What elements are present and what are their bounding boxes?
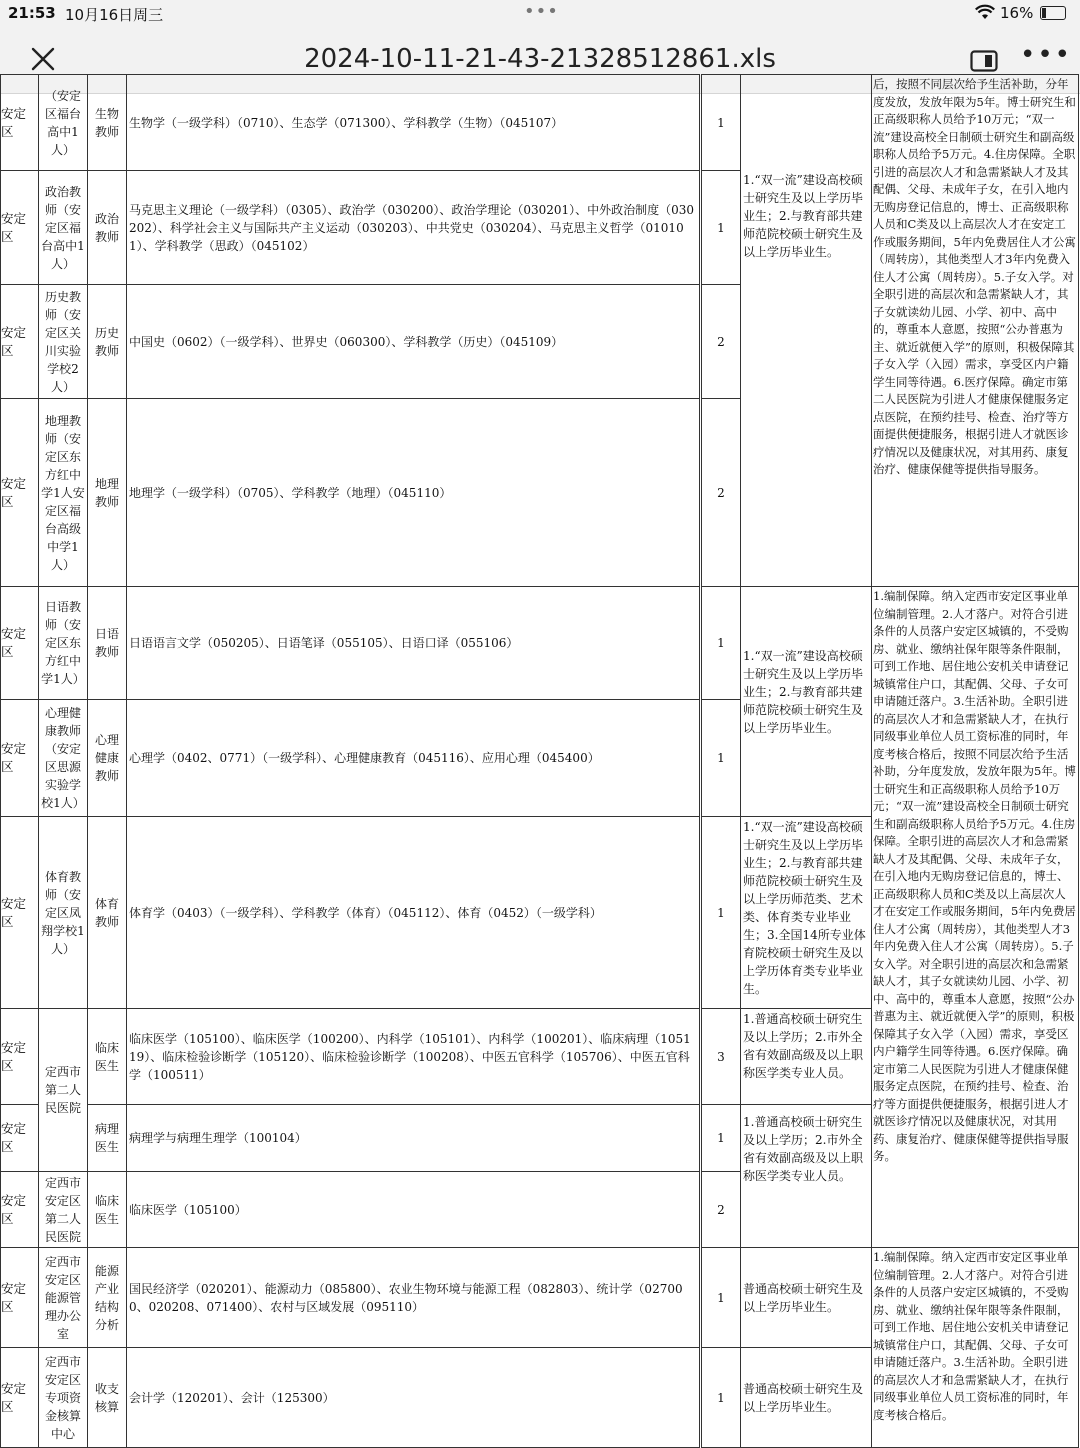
benefits-cell[interactable]: 1.编制保障。纳入定西市安定区事业单位编制管理。2.人才落户。对符合引进条件的人员落户安定区城镇的，不受购房、就业、缴纳社保年限等条件限制，可到工作地、居住地公安机关申请登记城镇常住户口，其配偶、父母、子女可申请随迁落户。3.生活补助。全职引进的高层次人才和急需紧缺人才，在执行同级事业单位人员工资标准的同时，年度考核合格后，按照不同层次给予生活补助，分年度发放，发放年限为5年。博士研究生和正高级职称人员给予10万元；“双一流”建设高校全日制硕士研究生和副高级职称人员给予5万元。4.住房保障。全职引进的高层次人才和急需紧缺人才及其配偶、父母、未成年子女，在引入地内无购房登记信息的，博士、正高级职称人员和C类及以上高层次人才在安定工作或服务期间，5年内免费居住人才公寓（周转房），其他类型人才3年内免费入住人才公寓（周转房）。5.子女入学。对全职引进的高层次和急需紧缺人才，其子女就读幼儿园、小学、初中、高中的，尊重本人意愿，按照“公办普惠为主、就近就便入学”的原则，积极保障其子女入学（入园）需求，享受区内户籍学生同等待遇。6.医疗保障。确定市第二人民医院为引进人才健康保健服务定点医院，在预约挂号、检查、治疗等方面提供便捷服务，根据引进人才就医诊疗情况以及健康状况，对其用药、康复治疗、健康保健等提供指导服务。 [872, 587, 1079, 1248]
count-cell[interactable]: 1 [701, 1105, 741, 1172]
requirements-cell[interactable]: 1.“双一流”建设高校硕士研究生及以上学历毕业生；2.与教育部共建师范院校硕士研究生及以上学历毕业生。 [741, 587, 872, 817]
majors-cell[interactable]: 病理学与病理生理学（100104） [127, 1105, 701, 1172]
more-icon[interactable]: ••• [1020, 40, 1073, 70]
post-cell[interactable]: 政治教师（安定区福台高中1人） [39, 171, 88, 285]
count-cell[interactable]: 2 [701, 1172, 741, 1248]
spreadsheet-view[interactable] [0, 77, 1080, 1441]
job-table [0, 74, 1079, 1448]
requirements-cell[interactable]: 1.普通高校硕士研究生及以上学历；2.市外全省有效副高级及以上职称医学类专业人员。 [741, 1105, 872, 1248]
benefits-cell[interactable]: 1.编制保障。纳入定西市安定区事业单位编制管理。2.人才落户。对符合引进条件的人员落户安定区城镇的，不受购房、就业、缴纳社保年限等条件限制，可到工作地、居住地公安机关申请登记城镇常住户口，其配偶、父母、子女可申请随迁落户。3.生活补助。全职引进的高层次人才和急需紧缺人才，在执行同级事业单位人员工资标准的同时，年度考核合格后。 [872, 1248, 1079, 1448]
file-title: 2024-10-11-21-43-21328512861.xls [304, 44, 776, 74]
wifi-icon [975, 5, 995, 24]
type-cell[interactable]: 能源产业结构分析 [88, 1248, 127, 1348]
battery-percent: 16% [1000, 4, 1034, 22]
majors-cell[interactable]: 中国史（0602）（一级学科）、世界史（060300）、学科教学（历史）（045109） [127, 285, 701, 399]
area-cell[interactable]: 安定区 [1, 817, 39, 1009]
count-cell[interactable]: 3 [701, 1009, 741, 1105]
post-cell[interactable]: 地理教师（安定区东方红中学1人安定区福台高级中学1人） [39, 399, 88, 587]
majors-cell[interactable]: 生物学（一级学科）（0710）、生态学（071300）、学科教学（生物）（045107） [127, 75, 701, 171]
count-cell[interactable]: 1 [701, 817, 741, 1009]
count-cell[interactable]: 1 [701, 75, 741, 171]
area-cell[interactable]: 安定区 [1, 399, 39, 587]
reader-layout-icon[interactable] [970, 50, 998, 76]
post-cell[interactable]: 心理健康教师（安定区思源实验学校1人） [39, 700, 88, 817]
area-cell[interactable]: 安定区 [1, 75, 39, 171]
type-cell[interactable]: 地理教师 [88, 399, 127, 587]
status-bar [0, 0, 1080, 28]
post-cell[interactable]: 历史教师（安定区关川实验学校2人） [39, 285, 88, 399]
post-cell[interactable]: 定西市安定区能源管理办公室 [39, 1248, 88, 1348]
requirements-cell[interactable]: 1.“双一流”建设高校硕士研究生及以上学历毕业生；2.与教育部共建师范院校硕士研究生及以上学历师范类、艺术类、体育类专业毕业生；3.全国14所专业体育院校硕士研究生及以上学历体育类专业毕业生。 [741, 817, 872, 1009]
battery-icon [1040, 6, 1066, 20]
type-cell[interactable]: 临床医生 [88, 1172, 127, 1248]
count-cell[interactable]: 1 [701, 171, 741, 285]
status-time: 21:53 [8, 4, 56, 22]
count-cell[interactable]: 2 [701, 285, 741, 399]
area-cell[interactable]: 安定区 [1, 1348, 39, 1448]
type-cell[interactable]: 日语教师 [88, 587, 127, 700]
post-cell[interactable]: 日语教师（安定区东方红中学1人） [39, 587, 88, 700]
requirements-cell[interactable]: 普通高校硕士研究生及以上学历毕业生。 [741, 1248, 872, 1348]
type-cell[interactable]: 收支核算 [88, 1348, 127, 1448]
benefits-cell[interactable]: 后，按照不同层次给予生活补助，分年度发放，发放年限为5年。博士研究生和正高级职称人员给予10万元；“双一流”建设高校全日制硕士研究生和副高级职称人员给予5万元。4.住房保障。全职引进的高层次人才和急需紧缺人才及其配偶、父母、未成年子女，在引入地内无购房登记信息的，博士、正高级职称人员和C类及以上高层次人才在安定工作或服务期间，5年内免费居住人才公寓（周转房），其他类型人才3年内免费入住人才公寓（周转房）。5.子女入学。对全职引进的高层次和急需紧缺人才，其子女就读幼儿园、小学、初中、高中的，尊重本人意愿，按照“公办普惠为主、就近就便入学”的原则，积极保障其子女入学（入园）需求，享受区内户籍学生同等待遇。6.医疗保障。确定市第二人民医院为引进人才健康保健服务定点医院，在预约挂号、检查、治疗等方面提供便捷服务，根据引进人才就医诊疗情况以及健康状况，对其用药、康复治疗、健康保健等提供指导服务。 [872, 75, 1079, 587]
type-cell[interactable]: 体育教师 [88, 817, 127, 1009]
majors-cell[interactable]: 国民经济学（020201）、能源动力（085800）、农业生物环境与能源工程（082803）、统计学（027000、020208、071400）、农村与区域发展（095110） [127, 1248, 701, 1348]
type-cell[interactable]: 政治教师 [88, 171, 127, 285]
count-cell[interactable]: 1 [701, 1348, 741, 1448]
type-cell[interactable]: 历史教师 [88, 285, 127, 399]
majors-cell[interactable]: 体育学（0403）（一级学科）、学科教学（体育）（045112）、体育（0452）（一级学科） [127, 817, 701, 1009]
post-cell[interactable]: 定西市第二人民医院 [39, 1009, 88, 1172]
area-cell[interactable]: 安定区 [1, 1172, 39, 1248]
post-cell[interactable]: （安定区福台高中1人） [39, 75, 88, 171]
type-cell[interactable]: 临床医生 [88, 1009, 127, 1105]
majors-cell[interactable]: 会计学（120201）、会计（125300） [127, 1348, 701, 1448]
requirements-cell[interactable]: 1.普通高校硕士研究生及以上学历；2.市外全省有效副高级及以上职称医学类专业人员。 [741, 1009, 872, 1105]
area-cell[interactable]: 安定区 [1, 587, 39, 700]
post-cell[interactable]: 定西市安定区第二人民医院 [39, 1172, 88, 1248]
table-row [1, 75, 1079, 171]
post-cell[interactable]: 定西市安定区专项资金核算中心 [39, 1348, 88, 1448]
majors-cell[interactable]: 日语语言文学（050205）、日语笔译（055105）、日语口译（055106） [127, 587, 701, 700]
area-cell[interactable]: 安定区 [1, 171, 39, 285]
requirements-cell[interactable]: 普通高校硕士研究生及以上学历毕业生。 [741, 1348, 872, 1448]
post-cell[interactable]: 体育教师（安定区凤翔学校1人） [39, 817, 88, 1009]
area-cell[interactable]: 安定区 [1, 1105, 39, 1172]
count-cell[interactable]: 2 [701, 399, 741, 587]
requirements-cell[interactable]: 1.“双一流”建设高校硕士研究生及以上学历毕业生；2.与教育部共建师范院校硕士研究生及以上学历毕业生。 [741, 75, 872, 587]
majors-cell[interactable]: 地理学（一级学科）（0705）、学科教学（地理）（045110） [127, 399, 701, 587]
table-row [1, 587, 1079, 700]
area-cell[interactable]: 安定区 [1, 700, 39, 817]
type-cell[interactable]: 心理健康教师 [88, 700, 127, 817]
majors-cell[interactable]: 临床医学（105100）、临床医学（100200）、内科学（105101）、内科学（100201）、临床病理（105119）、临床检验诊断学（105120）、临床检验诊断学（100208）、中医五官科学（105706）、中医五官科学（100511） [127, 1009, 701, 1105]
count-cell[interactable]: 1 [701, 1248, 741, 1348]
majors-cell[interactable]: 临床医学（105100） [127, 1172, 701, 1248]
count-cell[interactable]: 1 [701, 587, 741, 700]
area-cell[interactable]: 安定区 [1, 1248, 39, 1348]
majors-cell[interactable]: 马克思主义理论（一级学科）（0305）、政治学（030200）、政治学理论（030201）、中外政治制度（030202）、科学社会主义与国际共产主义运动（030203）、中共党史（030204）、马克思主义哲学（010101）、学科教学（思政）（045102） [127, 171, 701, 285]
area-cell[interactable]: 安定区 [1, 285, 39, 399]
area-cell[interactable]: 安定区 [1, 1009, 39, 1105]
type-cell[interactable]: 生物教师 [88, 75, 127, 171]
status-date: 10月16日周三 [65, 6, 164, 24]
multitask-dots-icon[interactable]: ••• [524, 1, 559, 22]
count-cell[interactable]: 1 [701, 700, 741, 817]
type-cell[interactable]: 病理医生 [88, 1105, 127, 1172]
table-row [1, 1248, 1079, 1348]
majors-cell[interactable]: 心理学（0402、0771）（一级学科）、心理健康教育（045116）、应用心理（045400） [127, 700, 701, 817]
